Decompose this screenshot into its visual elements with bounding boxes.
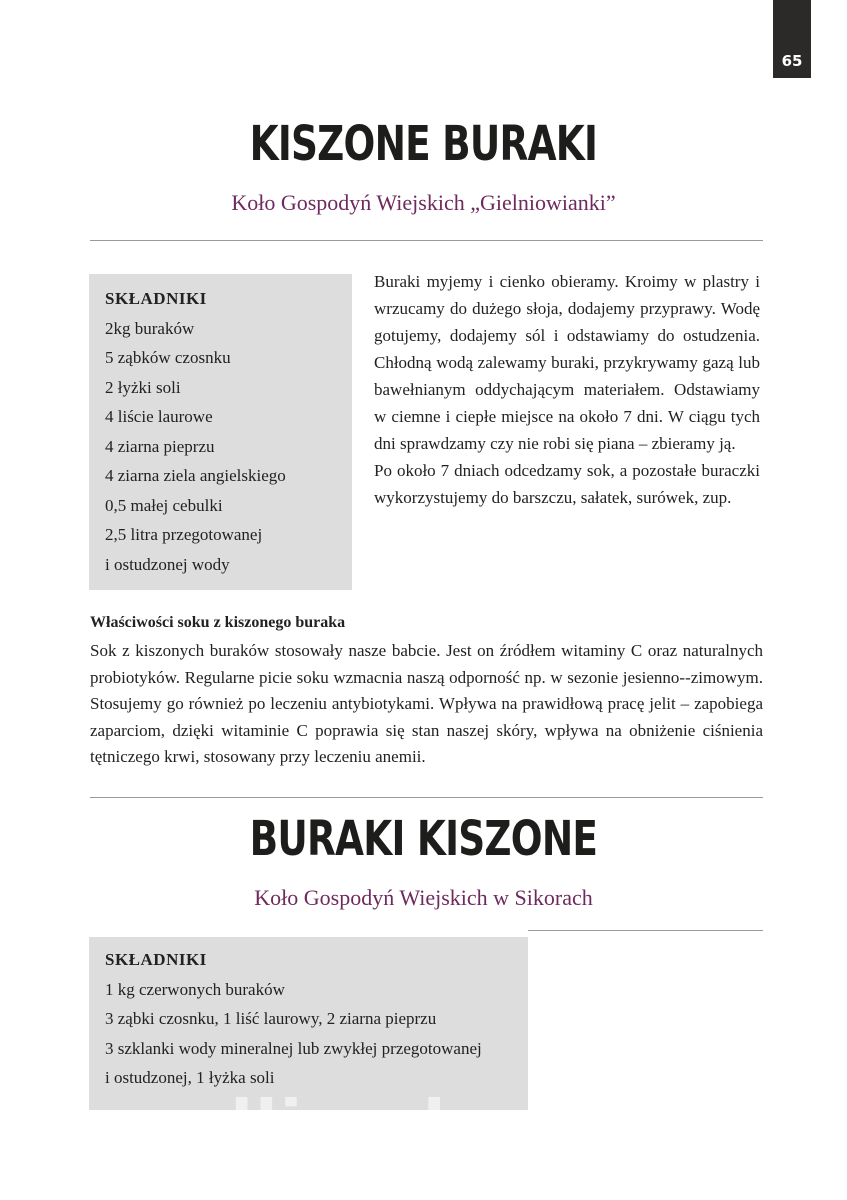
ingredient-item: 0,5 małej cebulki xyxy=(105,495,223,515)
divider xyxy=(90,240,763,241)
page-number-tab xyxy=(773,0,811,78)
recipe1-title: KISZONE BURAKI xyxy=(249,116,598,172)
ingredient-item: 1 kg czerwonych buraków xyxy=(105,979,285,999)
ingredient-item: 5 ząbków czosnku xyxy=(105,348,231,367)
ingredients-heading: SKŁADNIKI xyxy=(105,289,207,308)
page-number: 65 xyxy=(781,52,803,70)
ingredient-item: 4 ziarna ziela angielskiego xyxy=(105,466,286,485)
properties-text: Sok z kiszonych buraków stosowały nasze babcie. Jest on źródłem witaminy C oraz naturalnych probiotyków. Regularne picie soku wzmacnia naszą odporność np. w sezonie jesienno--zimowym. Stosujemy go również po leczeniu antybiotykami. Wpływa na prawidłową pracę jelit – zapobiega zaparciom, dzięki witaminie C poprawia się stan naszej skóry, wpływa na obniżenie ciśnienia tętniczego krwi, stosowany przy leczeniu anemii. xyxy=(90,641,763,766)
divider xyxy=(528,930,763,931)
ingredient-item: i ostudzonej, 1 łyżka soli xyxy=(105,1068,275,1087)
recipe1-ingredients-box xyxy=(89,274,352,590)
ingredient-item: i ostudzonej wody xyxy=(105,554,230,574)
instruction-paragraph: Po około 7 dniach odcedzamy sok, a pozostałe buraczki wykorzystujemy do barszczu, sałatek, surówek, zup. xyxy=(374,461,760,507)
recipe2-title: BURAKI KISZONE xyxy=(249,811,598,867)
ingredients-heading: SKŁADNIKI xyxy=(105,950,207,969)
ingredient-item: 3 szklanki wody mineralnej lub zwykłej przegotowanej xyxy=(105,1038,482,1058)
ingredient-item: 3 ząbki czosnku, 1 liść laurowy, 2 ziarna pieprzu xyxy=(105,1009,437,1028)
ingredient-item: 2,5 litra przegotowanej xyxy=(105,525,263,544)
recipe1-author: Koło Gospodyń Wiejskich „Gielniowianki” xyxy=(231,190,616,215)
instruction-paragraph: Buraki myjemy i cienko obieramy. Kroimy w plastry i wrzucamy do dużego słoja, dodajemy przyprawy. Wodę gotujemy, dodajemy sól i odstawiamy do ostudzenia. Chłodną wodą zalewamy buraki, przykrywamy gazą lub bawełnianym oddychającym materiałem. Odstawiamy w ciemne i ciepłe miejsce na około 7 dni. W ciągu tych dni sprawdzamy czy nie robi się piana – zbieramy ją. xyxy=(374,272,760,453)
ingredient-item: 4 liście laurowe xyxy=(105,407,213,426)
recipe2-ingredients-box xyxy=(89,937,528,1110)
ingredient-item: 2 łyżki soli xyxy=(105,377,181,397)
ingredient-item: 4 ziarna pieprzu xyxy=(105,436,215,456)
properties-title: Właściwości soku z kiszonego buraka xyxy=(90,614,346,631)
ingredient-item: 2kg buraków xyxy=(105,318,195,338)
watermark: wedlinydomowe.pl xyxy=(96,1086,824,1163)
recipe1-instructions xyxy=(374,268,760,511)
recipe2-author: Koło Gospodyń Wiejskich w Sikorach xyxy=(254,885,593,910)
divider xyxy=(90,797,763,798)
